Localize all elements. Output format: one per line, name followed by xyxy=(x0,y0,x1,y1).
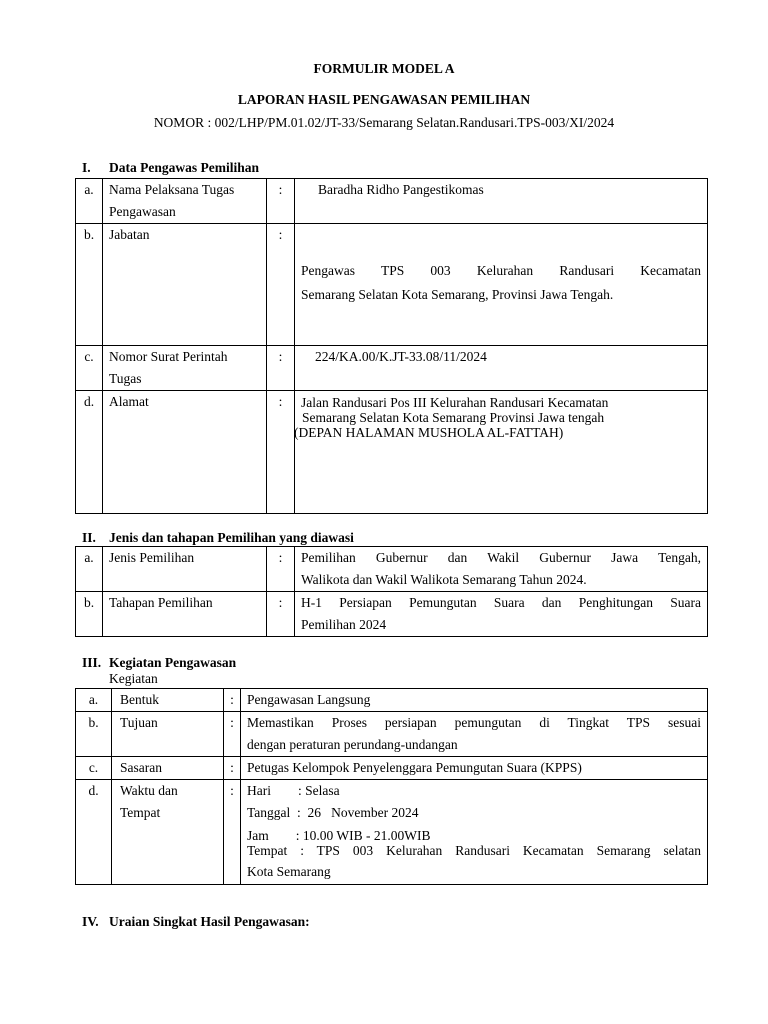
section-4-title: Uraian Singkat Hasil Pengawasan: xyxy=(109,914,310,929)
row-value: Jalan Randusari Pos III Kelurahan Randusari Kecamatan Semarang Selatan Kota Semarang Provinsi Jawa tengah (DEPAN HALAMAN MUSHOLA AL-FATTAH) xyxy=(295,391,708,514)
row-letter: b. xyxy=(76,224,103,346)
section-1-title: Data Pengawas Pemilihan xyxy=(109,160,259,175)
form-title: FORMULIR MODEL A xyxy=(313,61,455,76)
row-colon: : xyxy=(267,391,295,514)
row-colon: : xyxy=(267,224,295,346)
row-value: Pemilihan Gubernur dan Wakil Gubernur Jawa Tengah, Walikota dan Wakil Walikota Semarang Tahun 2024. xyxy=(295,547,708,592)
table-row xyxy=(76,780,708,885)
row-value: Petugas Kelompok Penyelenggara Pemungutan Suara (KPPS) xyxy=(241,757,708,780)
row-label: Sasaran xyxy=(112,757,224,780)
row-colon: : xyxy=(267,592,295,637)
section-2-number: II. xyxy=(82,530,96,545)
row-letter: b. xyxy=(76,712,112,757)
row-letter: a. xyxy=(76,179,103,224)
table-row xyxy=(76,346,708,391)
row-colon: : xyxy=(267,346,295,391)
row-label: Jenis Pemilihan xyxy=(103,547,267,592)
row-letter: c. xyxy=(76,346,103,391)
row-letter: a. xyxy=(76,547,103,592)
row-label: Tahapan Pemilihan xyxy=(103,592,267,637)
section-3-subtitle: Kegiatan xyxy=(109,671,158,686)
row-label: Nama Pelaksana Tugas Pengawasan xyxy=(103,179,267,224)
section-3-number: III. xyxy=(82,655,102,670)
table-row xyxy=(76,689,708,712)
report-number: NOMOR : 002/LHP/PM.01.02/JT-33/Semarang Selatan.Randusari.TPS-003/XI/2024 xyxy=(153,115,615,130)
table-row xyxy=(76,179,708,224)
row-colon: : xyxy=(224,689,241,712)
report-title: LAPORAN HASIL PENGAWASAN PEMILIHAN xyxy=(237,92,531,107)
row-label: Tujuan xyxy=(112,712,224,757)
row-value: Baradha Ridho Pangestikomas xyxy=(295,179,708,224)
section-1-number: I. xyxy=(82,160,91,175)
row-letter: c. xyxy=(76,757,112,780)
row-letter: b. xyxy=(76,592,103,637)
section-1-table xyxy=(75,178,708,514)
row-value: Memastikan Proses persiapan pemungutan di Tingkat TPS sesuai dengan peraturan perundang-undangan xyxy=(241,712,708,757)
row-value: Pengawasan Langsung xyxy=(241,689,708,712)
row-value: 224/KA.00/K.JT-33.08/11/2024 xyxy=(295,346,708,391)
table-row xyxy=(76,757,708,780)
table-row xyxy=(76,224,708,346)
table-row xyxy=(76,391,708,514)
row-value: H-1 Persiapan Pemungutan Suara dan Penghitungan Suara Pemilihan 2024 xyxy=(295,592,708,637)
row-colon: : xyxy=(267,547,295,592)
row-label: Nomor Surat Perintah Tugas xyxy=(103,346,267,391)
table-row xyxy=(76,547,708,592)
row-value: Pengawas TPS 003 Kelurahan Randusari Kecamatan Semarang Selatan Kota Semarang, Provinsi Jawa Tengah. xyxy=(295,224,708,346)
section-2-table xyxy=(75,546,708,637)
row-label: Alamat xyxy=(103,391,267,514)
row-colon: : xyxy=(224,757,241,780)
row-label: Waktu dan Tempat xyxy=(112,780,224,885)
row-colon: : xyxy=(224,712,241,757)
row-value: Hari : Selasa Tanggal : 26 November 2024 Jam : 10.00 WIB - 21.00WIB Tempat : TPS 003 Kelurahan Randusari Kecamatan Semarang selatan Kota Semarang xyxy=(241,780,708,885)
row-label: Jabatan xyxy=(103,224,267,346)
row-letter: d. xyxy=(76,391,103,514)
row-letter: d. xyxy=(76,780,112,885)
section-3-title: Kegiatan Pengawasan xyxy=(109,655,237,670)
row-label: Bentuk xyxy=(112,689,224,712)
section-4-number: IV. xyxy=(82,914,99,929)
section-2-title: Jenis dan tahapan Pemilihan yang diawasi xyxy=(109,530,354,545)
section-3-table xyxy=(75,688,708,885)
table-row xyxy=(76,592,708,637)
table-row xyxy=(76,712,708,757)
row-colon: : xyxy=(267,179,295,224)
row-colon: : xyxy=(224,780,241,885)
row-letter: a. xyxy=(76,689,112,712)
